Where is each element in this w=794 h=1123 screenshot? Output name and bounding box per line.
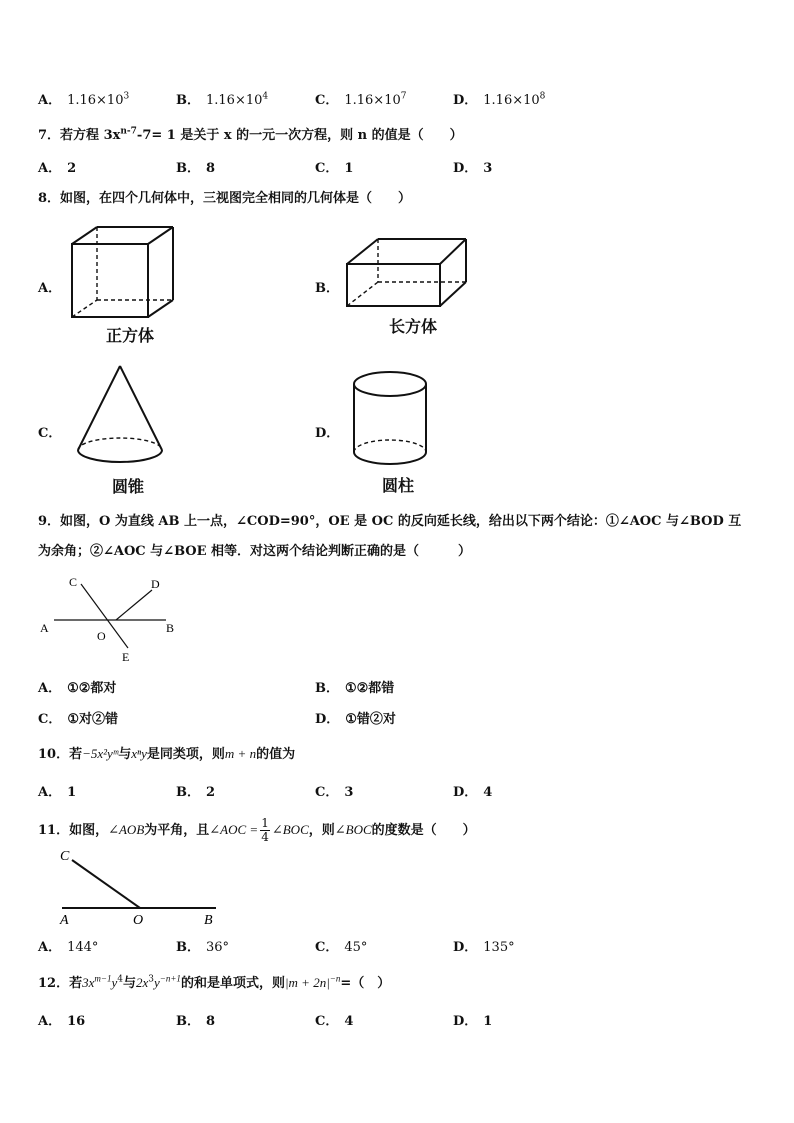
math-exponent: m−1 bbox=[94, 973, 112, 984]
angle-figure-q11 bbox=[56, 846, 226, 928]
q10-option-b bbox=[176, 781, 215, 800]
option-value: 1.16×10 bbox=[206, 93, 263, 108]
option-label: B． bbox=[176, 161, 200, 176]
q9-option-d bbox=[315, 708, 396, 727]
question-number: 10．若 bbox=[38, 747, 83, 762]
q11-option-c bbox=[315, 936, 367, 955]
option-value: 1 bbox=[344, 161, 354, 176]
math-term: y bbox=[111, 975, 118, 990]
option-label: D． bbox=[315, 712, 340, 727]
point-label-o: O bbox=[97, 629, 106, 643]
math-term: ∠BOC bbox=[334, 822, 372, 837]
question-text: 8．如图，在四个几何体中，三视图完全相同的几何体是（ ） bbox=[38, 191, 412, 206]
option-value: ①错②对 bbox=[345, 712, 396, 727]
question-text: 7．若方程 3x bbox=[38, 128, 121, 143]
question-12 bbox=[38, 972, 390, 991]
option-label: D． bbox=[453, 93, 478, 108]
cone-caption: 圆锥 bbox=[112, 477, 145, 496]
option-label: A． bbox=[38, 93, 62, 108]
option-label: A． bbox=[38, 161, 62, 176]
q7-option-d bbox=[453, 157, 492, 176]
math-exponent: −n bbox=[329, 973, 341, 984]
q6-option-a bbox=[38, 89, 129, 108]
option-value: ①②都对 bbox=[67, 681, 117, 696]
option-value: 1 bbox=[483, 1014, 493, 1029]
point-label-o: O bbox=[133, 913, 144, 928]
q8-option-c-label: C． bbox=[38, 426, 62, 441]
option-label: B． bbox=[176, 93, 200, 108]
cylinder-figure bbox=[350, 368, 432, 470]
q8-option-a-label: A． bbox=[38, 281, 62, 296]
angle-figure-q9 bbox=[36, 572, 186, 664]
point-label-c: C bbox=[69, 575, 78, 589]
math-term: |m + 2n| bbox=[284, 975, 330, 990]
question-number: 11．如图， bbox=[38, 823, 109, 838]
q12-option-d bbox=[453, 1010, 492, 1029]
cone-figure bbox=[70, 362, 170, 470]
q11-option-d bbox=[453, 936, 515, 955]
math-term: m + n bbox=[224, 746, 257, 761]
option-label: C． bbox=[315, 93, 339, 108]
option-value: ①对②错 bbox=[67, 712, 119, 727]
question-text: -7= 1 是关于 x 的一元一次方程，则 n 的值是（ ） bbox=[136, 128, 463, 143]
question-text: 的值为 bbox=[256, 747, 296, 762]
question-text: 与 bbox=[122, 976, 136, 991]
question-text: 的和是单项式，则 bbox=[180, 976, 285, 991]
option-label: A． bbox=[38, 940, 62, 955]
option-exponent: 7 bbox=[400, 91, 407, 102]
point-label-a: A bbox=[40, 621, 49, 635]
q10-option-c bbox=[315, 781, 353, 800]
fraction-denominator: 4 bbox=[261, 830, 269, 844]
question-exponent: n-7 bbox=[120, 126, 137, 137]
option-exponent: 8 bbox=[539, 91, 546, 102]
option-label: C． bbox=[315, 1014, 339, 1029]
q6-option-c bbox=[315, 89, 406, 108]
option-value: 1 bbox=[67, 785, 77, 800]
point-label-e: E bbox=[122, 650, 130, 664]
option-value: 3 bbox=[344, 785, 354, 800]
option-label: D． bbox=[453, 940, 478, 955]
q12-option-b bbox=[176, 1010, 215, 1029]
q12-option-a bbox=[38, 1010, 85, 1029]
option-value: 4 bbox=[344, 1014, 354, 1029]
option-value: 16 bbox=[67, 1014, 86, 1029]
q11-option-b bbox=[176, 936, 229, 955]
cuboid-caption: 长方体 bbox=[389, 317, 438, 336]
q6-option-d bbox=[453, 89, 545, 108]
option-exponent: 4 bbox=[262, 91, 269, 102]
option-value: 8 bbox=[206, 1014, 216, 1029]
q7-option-b bbox=[176, 157, 215, 176]
question-8 bbox=[38, 187, 411, 206]
option-value: 144° bbox=[67, 940, 99, 955]
option-label: C． bbox=[38, 712, 62, 727]
q8-option-d-label: D． bbox=[315, 426, 340, 441]
point-label-d: D bbox=[151, 577, 160, 591]
option-label: D． bbox=[453, 785, 478, 800]
q8-option-b-label: B． bbox=[315, 281, 339, 296]
option-exponent: 3 bbox=[123, 91, 130, 102]
math-exponent: 3 bbox=[148, 974, 154, 985]
math-term: y bbox=[154, 975, 160, 990]
option-label: C． bbox=[315, 940, 339, 955]
option-value: 4 bbox=[483, 785, 493, 800]
math-term: ∠AOB bbox=[108, 822, 145, 837]
q7-option-c bbox=[315, 157, 353, 176]
q10-option-a bbox=[38, 781, 76, 800]
math-exponent: −n+1 bbox=[159, 973, 181, 984]
option-label: B． bbox=[176, 1014, 200, 1029]
option-value: 3 bbox=[483, 161, 493, 176]
option-label: C． bbox=[315, 785, 339, 800]
question-7 bbox=[38, 124, 463, 143]
q12-option-c bbox=[315, 1010, 353, 1029]
option-label: A． bbox=[38, 785, 62, 800]
math-term: ∠AOC = bbox=[209, 822, 259, 837]
fraction bbox=[260, 817, 270, 844]
option-value: 135° bbox=[483, 940, 515, 955]
option-value: 45° bbox=[344, 940, 368, 955]
point-label-a: A bbox=[60, 913, 69, 928]
option-value: 2 bbox=[67, 161, 77, 176]
question-10 bbox=[38, 743, 295, 762]
option-value: 36° bbox=[206, 940, 230, 955]
option-value: 1.16×10 bbox=[67, 93, 124, 108]
question-9-line2: 为余角；②∠AOC 与∠BOE 相等．对这两个结论判断正确的是（ ） bbox=[38, 544, 472, 559]
cube-figure bbox=[65, 222, 185, 322]
option-label: C． bbox=[315, 161, 339, 176]
question-number: 12．若 bbox=[38, 976, 83, 991]
question-text: 是同类项，则 bbox=[146, 747, 225, 762]
question-text: =（ ） bbox=[340, 976, 391, 991]
option-value: 1.16×10 bbox=[483, 93, 540, 108]
cube-caption: 正方体 bbox=[106, 326, 155, 345]
question-text: 为平角，且 bbox=[144, 823, 210, 838]
option-label: B． bbox=[315, 681, 339, 696]
option-label: D． bbox=[453, 1014, 478, 1029]
q11-option-a bbox=[38, 936, 98, 955]
option-value: 2 bbox=[206, 785, 216, 800]
option-value: 8 bbox=[206, 161, 216, 176]
option-label: A． bbox=[38, 681, 62, 696]
option-value: 1.16×10 bbox=[344, 93, 401, 108]
cylinder-caption: 圆柱 bbox=[382, 476, 415, 495]
q6-option-b bbox=[176, 89, 268, 108]
q7-option-a bbox=[38, 157, 76, 176]
option-label: D． bbox=[453, 161, 478, 176]
option-label: B． bbox=[176, 785, 200, 800]
math-term: xⁿy bbox=[131, 746, 147, 761]
point-label-b: B bbox=[204, 913, 213, 928]
question-11 bbox=[38, 817, 476, 844]
q9-option-a bbox=[38, 677, 116, 696]
fraction-numerator: 1 bbox=[261, 816, 269, 830]
question-text: 与 bbox=[118, 747, 132, 762]
question-text: 的度数是（ ） bbox=[371, 823, 476, 838]
point-label-b: B bbox=[166, 621, 175, 635]
option-label: B． bbox=[176, 940, 200, 955]
math-term: 3x bbox=[82, 975, 95, 990]
math-term: 2x bbox=[135, 975, 149, 990]
question-text: ，则 bbox=[308, 823, 335, 838]
math-term: ∠BOC bbox=[271, 822, 309, 837]
q9-option-b bbox=[315, 677, 394, 696]
math-exponent: 4 bbox=[117, 974, 123, 985]
option-value: ①②都错 bbox=[345, 681, 395, 696]
math-term: −5x²yᵐ bbox=[82, 746, 119, 761]
cuboid-figure bbox=[342, 232, 472, 312]
q10-option-d bbox=[453, 781, 492, 800]
option-label: A． bbox=[38, 1014, 62, 1029]
question-9-line1: 9．如图，O 为直线 AB 上一点，∠COD=90°，OE 是 OC 的反向延长线，给出以下两个结论：①∠AOC 与∠BOD 互 bbox=[38, 514, 742, 529]
q9-option-c bbox=[38, 708, 118, 727]
point-label-c: C bbox=[60, 849, 70, 864]
